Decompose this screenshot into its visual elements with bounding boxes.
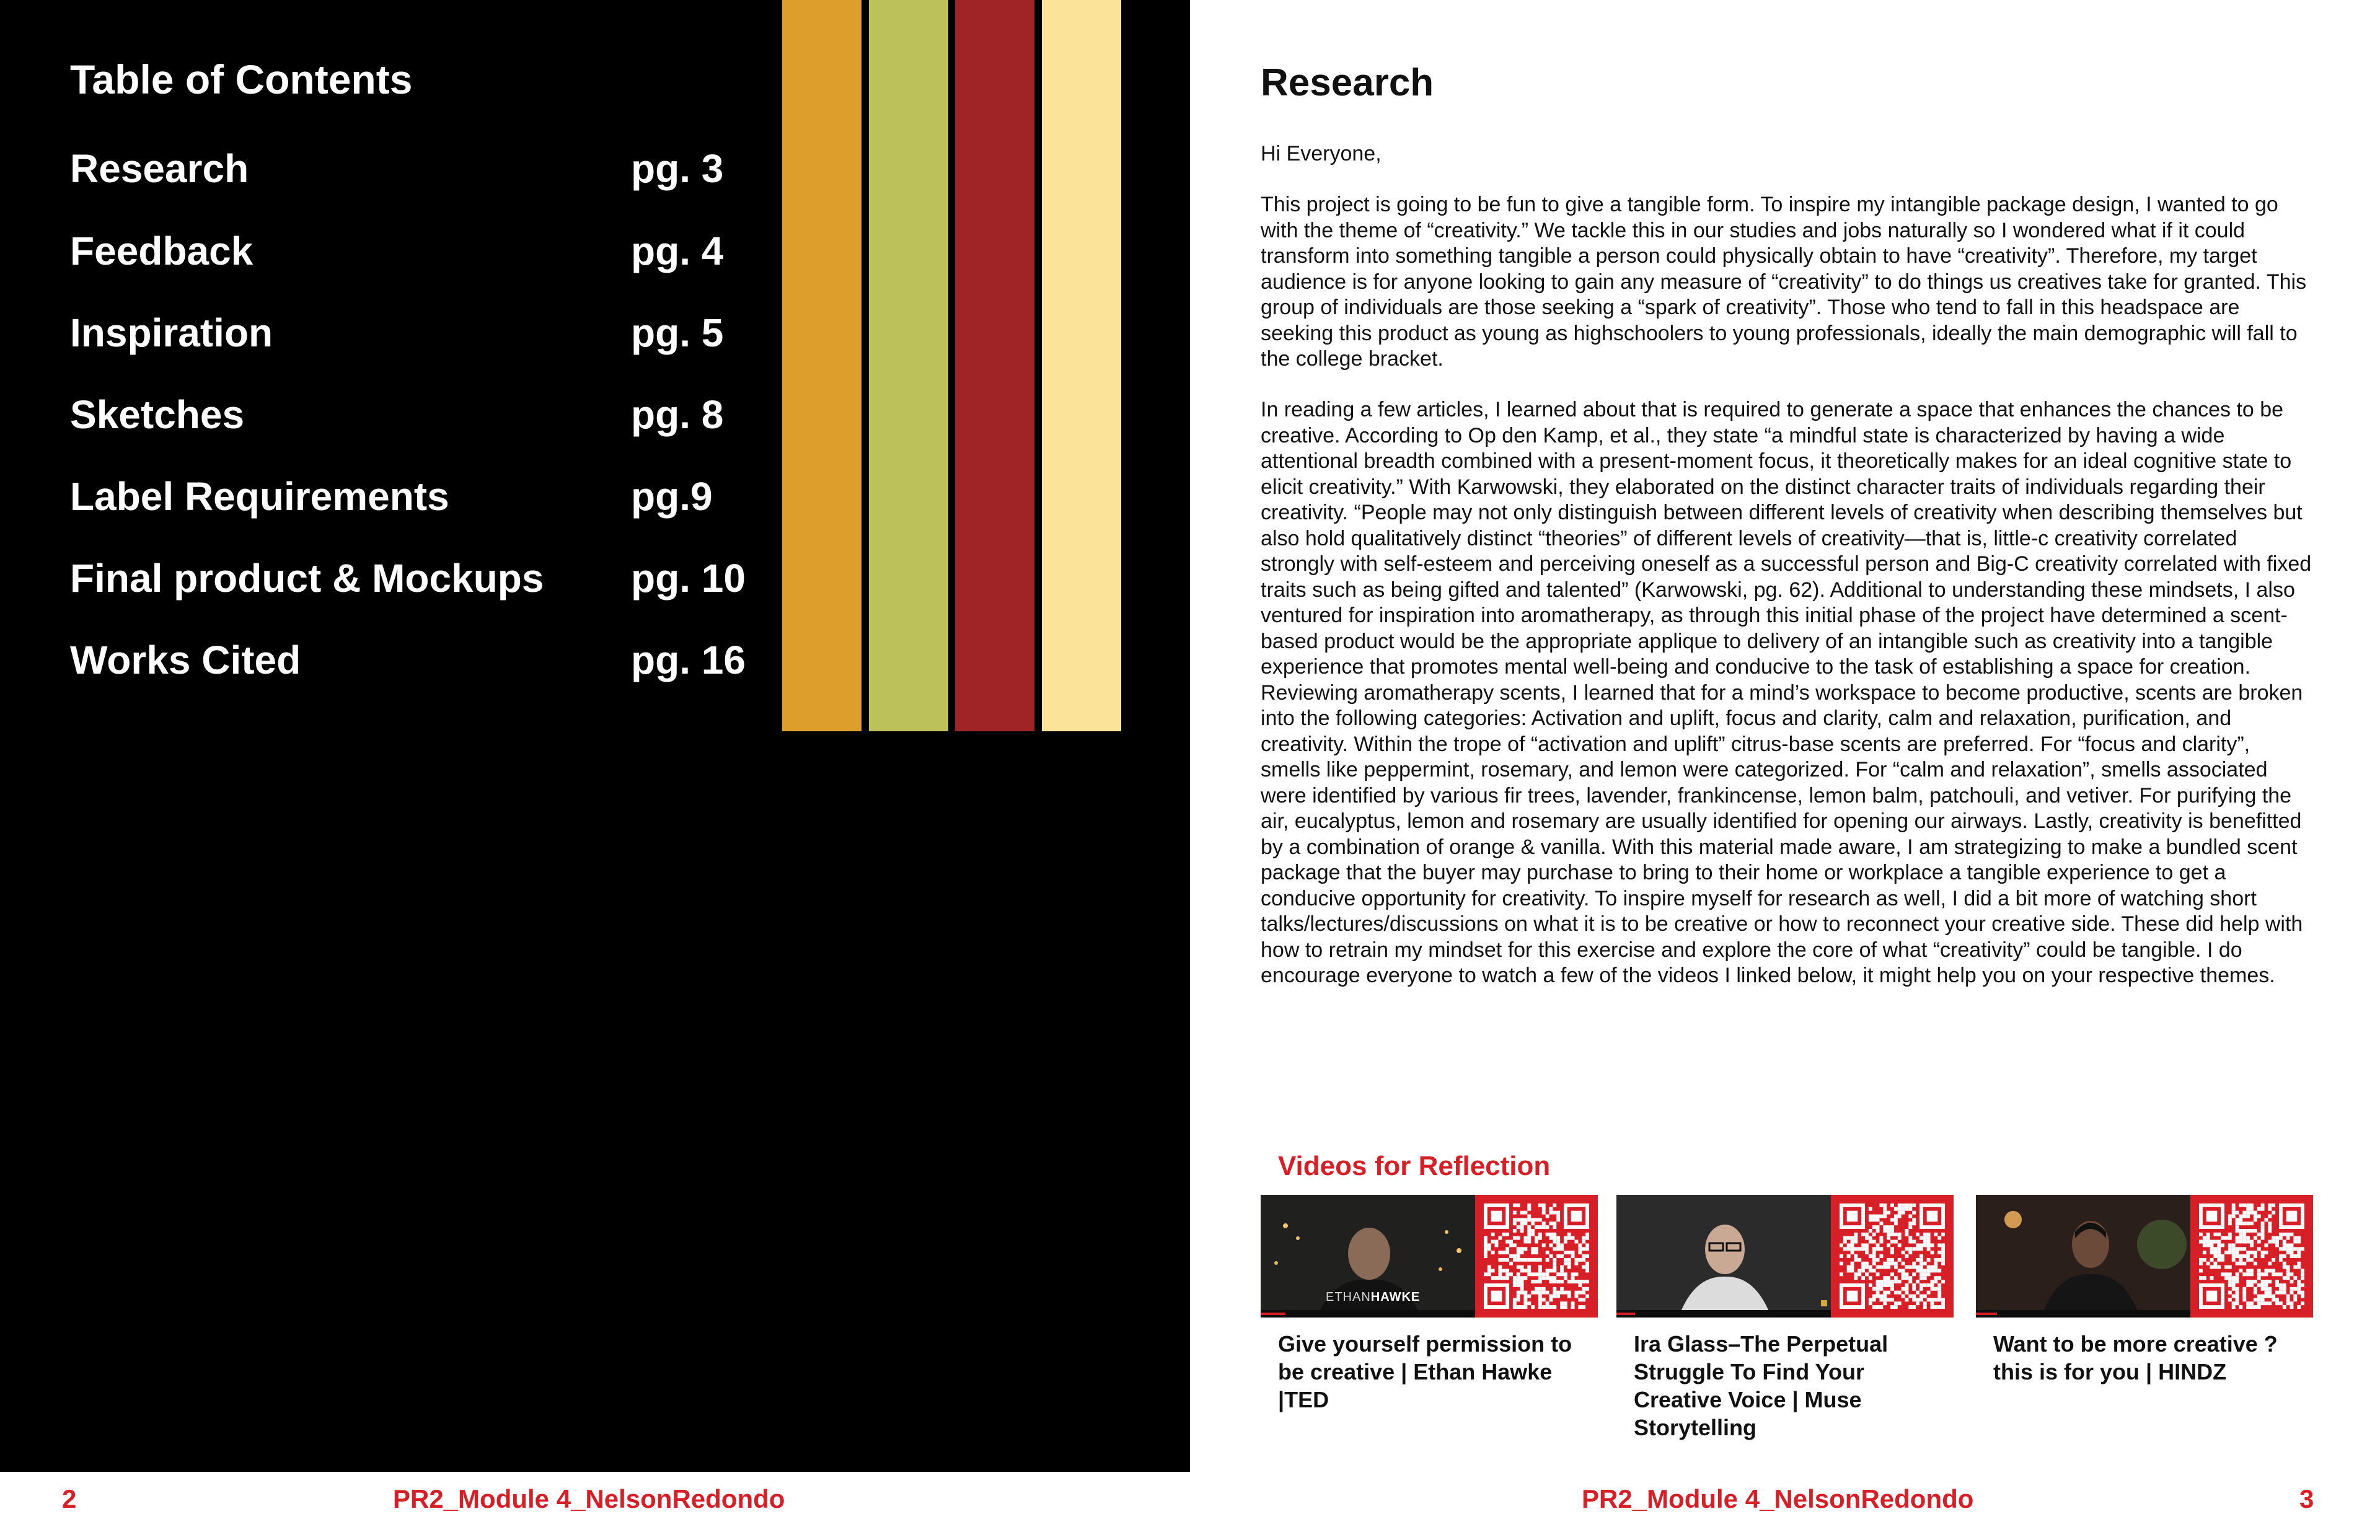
left-footer-title: PR2_Module 4_NelsonRedondo bbox=[393, 1484, 785, 1513]
toc-label: Research bbox=[70, 146, 249, 191]
qr-code[interactable] bbox=[1475, 1195, 1598, 1318]
thumbnail-scene bbox=[1616, 1195, 1831, 1318]
video-player-bar bbox=[1976, 1310, 2190, 1318]
video-progress bbox=[1261, 1313, 1285, 1315]
toc-page-number: pg.9 bbox=[631, 474, 713, 519]
color-stripe-cream bbox=[1042, 0, 1121, 731]
toc-entry-sketches[interactable] bbox=[70, 392, 752, 444]
video-progress bbox=[1976, 1313, 1997, 1315]
research-paragraph-2: In reading a few articles, I learned about that is required to generate a space that enhances the chances to be creative. According to Op den Kamp, et al., they state “a mindful state is characterized by having a wide attentional breadth combined with a present-moment focus, it theoretically makes for an ideal cognitive state to elicit creativity.” With Karwowski, they elaborated on the distinct character traits of individuals regarding their creativity. “People may not only distinguish between different levels of creativity when describing themselves but also hold qualitatively distinct “theories” of different levels of creativity—that is, little-c creativity correlated strongly with self-esteem and perceiving oneself as a successful person and Big-C creativity correlated with fixed traits such as being gifted and talented” (Karwowski, pg. 62). Additional to understanding these mindsets, I also ventured for inspiration into aromatherapy, as through this initial phase of the project have determined a scent-based product would be the appropriate applique to delivery of an intangible such as creativity into a tangible experience that promotes mental well-being and conducive to the task of establishing a space for creation. Reviewing aromatherapy scents, I learned that for a mind’s workspace to become productive, scents are broken into the following categories: Activation and uplift, focus and clarity, calm and relaxation, purification, and creativity. Within the trope of “activation and uplift” citrus-base scents are preferred. For “focus and clarity”, smells like peppermint, rosemary, and lemon were categorized. For “calm and relaxation”, smells associated were identified by various fir trees, lavender, frankincense, lemon balm, patchouli, and vetiver. For purifying the air, eucalyptus, lemon and rosemary are usually identified for opening our airways. Lastly, creativity is benefitted by a combination of orange & vanilla. With this material made aware, I am strategizing to make a bundled scent package that the buyer may purchase to bring to their home or workplace a tangible experience to get a conducive opportunity for creativity. To inspire myself for research as well, I did a bit more of watching short talks/lectures/discussions on what it is to be creative or how to reconnect your creative side. These did help with how to retrain my mindset for this exercise and explore the core of what “creativity” could be tangible. I do encourage everyone to watch a few of the videos I linked below, it might help you on your respective themes. bbox=[1261, 398, 2312, 987]
color-stripe-orange bbox=[782, 0, 862, 731]
video-thumbnail[interactable] bbox=[1616, 1195, 1831, 1318]
qr-code[interactable] bbox=[2190, 1195, 2313, 1318]
research-paragraph-1: This project is going to be fun to give a tangible form. To inspire my intangible package design, I wanted to go with the theme of “creativity.” We tackle this in our studies and jobs naturally so I wondered what if it could transform into something tangible a person could physically obtain to have “creativity”. Therefore, my target audience is for anyone looking to gain any measure of “creativity” to do things us creatives take for granted. This group of individuals are those seeking a “spark of creativity”. Those who tend to fall in this headspace are seeking this product as young as highschoolers to young professionals, ideally the main demographic will fall to the college bracket. bbox=[1261, 193, 2307, 371]
toc-label: Works Cited bbox=[70, 638, 301, 682]
toc-label: Sketches bbox=[70, 392, 245, 437]
toc-page-number: pg. 10 bbox=[631, 556, 746, 601]
video-title: Want to be more creative ? this is for you | HINDZ bbox=[1993, 1331, 2278, 1384]
toc-label: Label Requirements bbox=[70, 474, 449, 519]
left-page-number: 2 bbox=[62, 1484, 77, 1513]
qr-code-image bbox=[2199, 1203, 2304, 1309]
toc-title: Table of Contents bbox=[70, 56, 413, 102]
toc-label: Final product & Mockups bbox=[70, 556, 544, 601]
toc-label: Feedback bbox=[70, 229, 253, 273]
greeting-text: Hi Everyone, bbox=[1261, 142, 1382, 165]
toc-page-number: pg. 8 bbox=[631, 392, 724, 437]
right-page-number: 3 bbox=[2299, 1484, 2314, 1513]
toc-page-number: pg. 3 bbox=[631, 146, 724, 191]
toc-entry-inspiration[interactable] bbox=[70, 310, 752, 363]
toc-entry-final-product[interactable] bbox=[70, 558, 752, 608]
toc-page-number: pg. 5 bbox=[631, 310, 724, 355]
thumbnail-overlay-name: ETHANHAWKE bbox=[1326, 1290, 1421, 1304]
toc-entry-feedback[interactable] bbox=[70, 231, 752, 281]
video-thumbnail[interactable] bbox=[1976, 1195, 2190, 1318]
left-page bbox=[0, 0, 1190, 1472]
video-player-bar bbox=[1616, 1310, 1831, 1318]
toc-entry-research[interactable] bbox=[70, 146, 752, 198]
toc-page-number: pg. 16 bbox=[631, 638, 746, 682]
video-progress bbox=[1616, 1313, 1635, 1315]
videos-heading: Videos for Reflection bbox=[1278, 1151, 1551, 1181]
video-thumbnail[interactable] bbox=[1261, 1195, 1475, 1318]
color-stripe-red bbox=[955, 0, 1034, 731]
video-title: Give yourself permission to be creative | Ethan Hawke |TED bbox=[1278, 1331, 1572, 1412]
color-stripe-olive bbox=[869, 0, 948, 731]
toc-entry-works-cited[interactable] bbox=[70, 640, 752, 690]
toc-entry-label-requirements[interactable] bbox=[70, 474, 752, 526]
toc-page-number: pg. 4 bbox=[631, 229, 724, 273]
qr-code-image bbox=[1840, 1203, 1945, 1309]
thumbnail-scene bbox=[1976, 1195, 2190, 1318]
video-title: Ira Glass–The Perpetual Struggle To Find Your Creative Voice | Muse Storytelling bbox=[1634, 1331, 1889, 1440]
toc-label: Inspiration bbox=[70, 310, 273, 355]
right-footer-title: PR2_Module 4_NelsonRedondo bbox=[1582, 1484, 1974, 1513]
qr-code-image bbox=[1484, 1203, 1589, 1309]
page-title: Research bbox=[1261, 61, 1434, 104]
video-player-bar bbox=[1261, 1310, 1475, 1318]
qr-code[interactable] bbox=[1831, 1195, 1954, 1318]
